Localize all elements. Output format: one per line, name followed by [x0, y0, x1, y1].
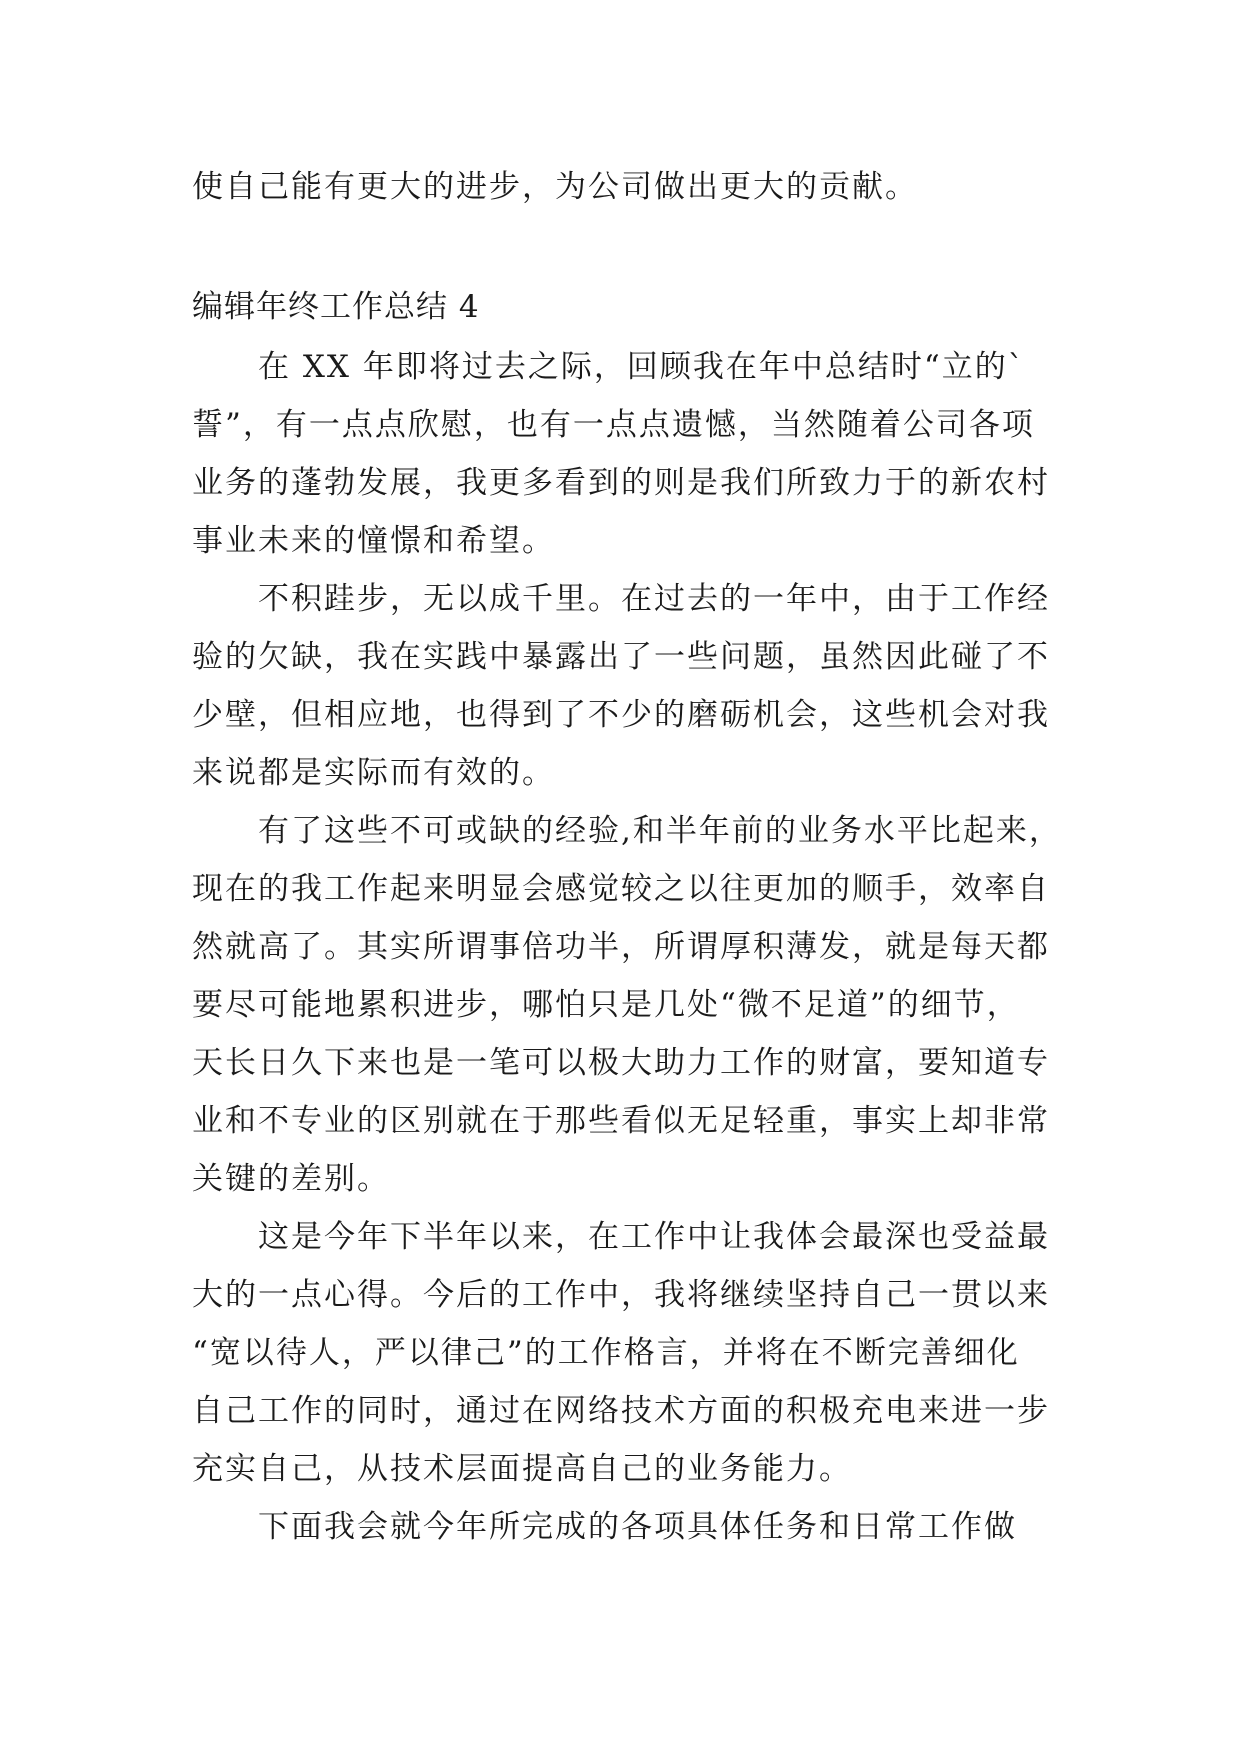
continuation-line: 使自己能有更大的进步，为公司做出更大的贡献。: [192, 169, 918, 205]
paragraph-line: 业务的蓬勃发展，我更多看到的则是我们所致力于的新农村: [192, 465, 1050, 501]
paragraph: [192, 1208, 1050, 1498]
paragraph-line: 要尽可能地累积进步，哪怕只是几处“微不足道”的细节，: [192, 987, 1020, 1023]
paragraph-line: 这是今年下半年以来，在工作中让我体会最深也受益最: [258, 1219, 1050, 1255]
paragraph-line: 少壁，但相应地，也得到了不少的磨砺机会，这些机会对我: [192, 697, 1050, 733]
paragraph-line: 现在的我工作起来明显会感觉较之以往更加的顺手，效率自: [192, 871, 1050, 907]
paragraph-line: 业和不专业的区别就在于那些看似无足轻重，事实上却非常: [192, 1103, 1050, 1139]
paragraph-line: 在 XX 年即将过去之际，回顾我在年中总结时“立的`: [258, 349, 1026, 385]
paragraph-line: 来说都是实际而有效的。: [192, 755, 555, 791]
paragraph-line: 自己工作的同时，通过在网络技术方面的积极充电来进一步: [192, 1393, 1050, 1429]
document-body: [192, 158, 1062, 1556]
paragraph-line: 大的一点心得。今后的工作中，我将继续坚持自己一贯以来: [192, 1277, 1050, 1313]
paragraph-line: 不积跬步，无以成千里。在过去的一年中，由于工作经: [258, 581, 1050, 617]
paragraph-line: 有了这些不可或缺的经验,和半年前的业务水平比起来，: [258, 813, 1062, 849]
paragraph: [192, 802, 1062, 1208]
paragraph: [192, 338, 1050, 570]
paragraph-line: 下面我会就今年所完成的各项具体任务和日常工作做: [258, 1509, 1017, 1545]
paragraph-line: 充实自己，从技术层面提高自己的业务能力。: [192, 1451, 852, 1487]
paragraph: [192, 570, 1050, 802]
paragraph-line: 天长日久下来也是一笔可以极大助力工作的财富，要知道专: [192, 1045, 1050, 1081]
paragraph-line: 然就高了。其实所谓事倍功半，所谓厚积薄发，就是每天都: [192, 929, 1050, 965]
paragraph-line: 事业未来的憧憬和希望。: [192, 523, 555, 559]
section-heading: 编辑年终工作总结 4: [192, 289, 480, 325]
paragraph-line: “宽以待人，严以律己”的工作格言，并将在不断完善细化: [192, 1335, 1020, 1371]
paragraph: [192, 1498, 1050, 1556]
paragraph-line: 验的欠缺，我在实践中暴露出了一些问题，虽然因此碰了不: [192, 639, 1050, 675]
paragraph-line: 关键的差别。: [192, 1161, 390, 1197]
paragraph-line: 誓”，有一点点欣慰，也有一点点遗憾，当然随着公司各项: [192, 407, 1035, 443]
